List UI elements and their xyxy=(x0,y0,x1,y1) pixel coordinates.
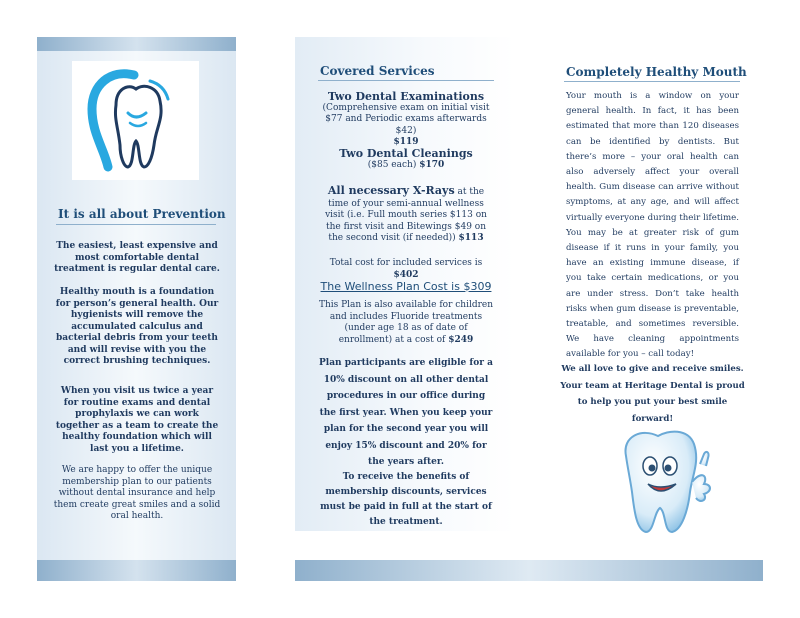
exam-description: (Comprehensive exam on initial visit $77 and Periodic exams afterwards $42) xyxy=(322,102,490,136)
xray-price: $113 xyxy=(458,233,484,243)
left-bottom-bar xyxy=(37,560,236,581)
cleaning-description: ($85 each) xyxy=(367,159,417,170)
tooth-logo xyxy=(72,61,199,180)
right-closing: We all love to give and receive smiles. Your team at Heritage Dental is proud to help you put your best smile forward! xyxy=(560,364,745,424)
xray-heading: All necessary X-Rays xyxy=(327,184,455,197)
total-line xyxy=(318,258,494,281)
xray-description: at the time of your semi-annual wellness visit (i.e. Full mouth series $113 on the first visit and Bitewings $49 on the second visit (if needed)) xyxy=(325,187,487,243)
left-section-title: It is all about Prevention xyxy=(58,207,226,221)
payment-paragraph: To receive the benefits of membership discounts, services must be paid in full at the start of the treatment. xyxy=(320,472,492,527)
cleaning-block xyxy=(318,148,494,171)
tooth-mascot-icon xyxy=(608,426,723,541)
exam-price: $119 xyxy=(393,137,419,147)
cleaning-heading: Two Dental Cleanings xyxy=(339,147,473,160)
middle-section-title: Covered Services xyxy=(320,64,435,78)
cleaning-line xyxy=(318,160,494,172)
tooth-logo-icon xyxy=(72,61,199,180)
xray-block xyxy=(318,185,494,245)
left-title-rule xyxy=(56,224,216,225)
tooth-mascot xyxy=(608,426,723,541)
total-label: Total cost for included services is xyxy=(329,258,483,268)
right-section-title: Completely Healthy Mouth xyxy=(566,65,747,79)
exam-heading: Two Dental Examinations xyxy=(327,90,485,103)
wellness-cost-text: The Wellness Plan Cost is $309 xyxy=(320,280,492,293)
discount-paragraph: Plan participants are eligible for a 10% discount on all other dental procedures in our office during the first year. When you keep your plan for the second year you will enjoy 15% discount and 20% for the years after. xyxy=(319,358,493,467)
wellness-cost xyxy=(318,281,494,295)
children-description: This Plan is also available for children and includes Fluoride treatments (under age 18 as of date of enrollment) at a cost of xyxy=(318,300,494,345)
left-top-bar xyxy=(37,37,236,51)
children-block xyxy=(318,300,494,346)
left-paragraph-1: The easiest, least expensive and most comfortable dental treatment is regular dental care. xyxy=(54,241,220,274)
middle-title-rule xyxy=(318,80,494,81)
left-paragraph-4: We are happy to offer the unique membership plan to our patients without dental insurance and help them create great smiles and a solid oral health. xyxy=(53,465,221,521)
right-title-rule xyxy=(564,81,740,82)
right-bottom-bar xyxy=(295,560,763,581)
left-paragraph-3: When you visit us twice a year for routine exams and dental prophylaxis we can work together as a team to create the healthy foundation which will last you a lifetime. xyxy=(55,386,219,454)
children-price: $249 xyxy=(448,334,474,345)
left-paragraph-2: Healthy mouth is a foundation for person’s general health. Our hygienists will remove the accumulated calculus and bacterial debris from your teeth and will revise with you the correct brushing techniques. xyxy=(55,287,219,366)
exam-block xyxy=(318,91,494,149)
cleaning-price: $170 xyxy=(419,159,445,170)
total-price: $402 xyxy=(393,269,419,280)
right-body: Your mouth is a window on your general health. In fact, it has been estimated that more than 120 diseases can be identified by dentists. But there’s more – your oral health can also adversely affect your overall health. Gum disease can arrive without symptoms, at any age, and will affect virtually everyone during their lifetime. You may be at greater risk of gum disease if it runs in your family, you have an existing immune disease, if you take certain medications, or you are under stress. Don’t take health risks when gum disease is preventable, treatable, and sometimes reversible. We have cleaning appointments available for you – call today! xyxy=(566,91,739,360)
